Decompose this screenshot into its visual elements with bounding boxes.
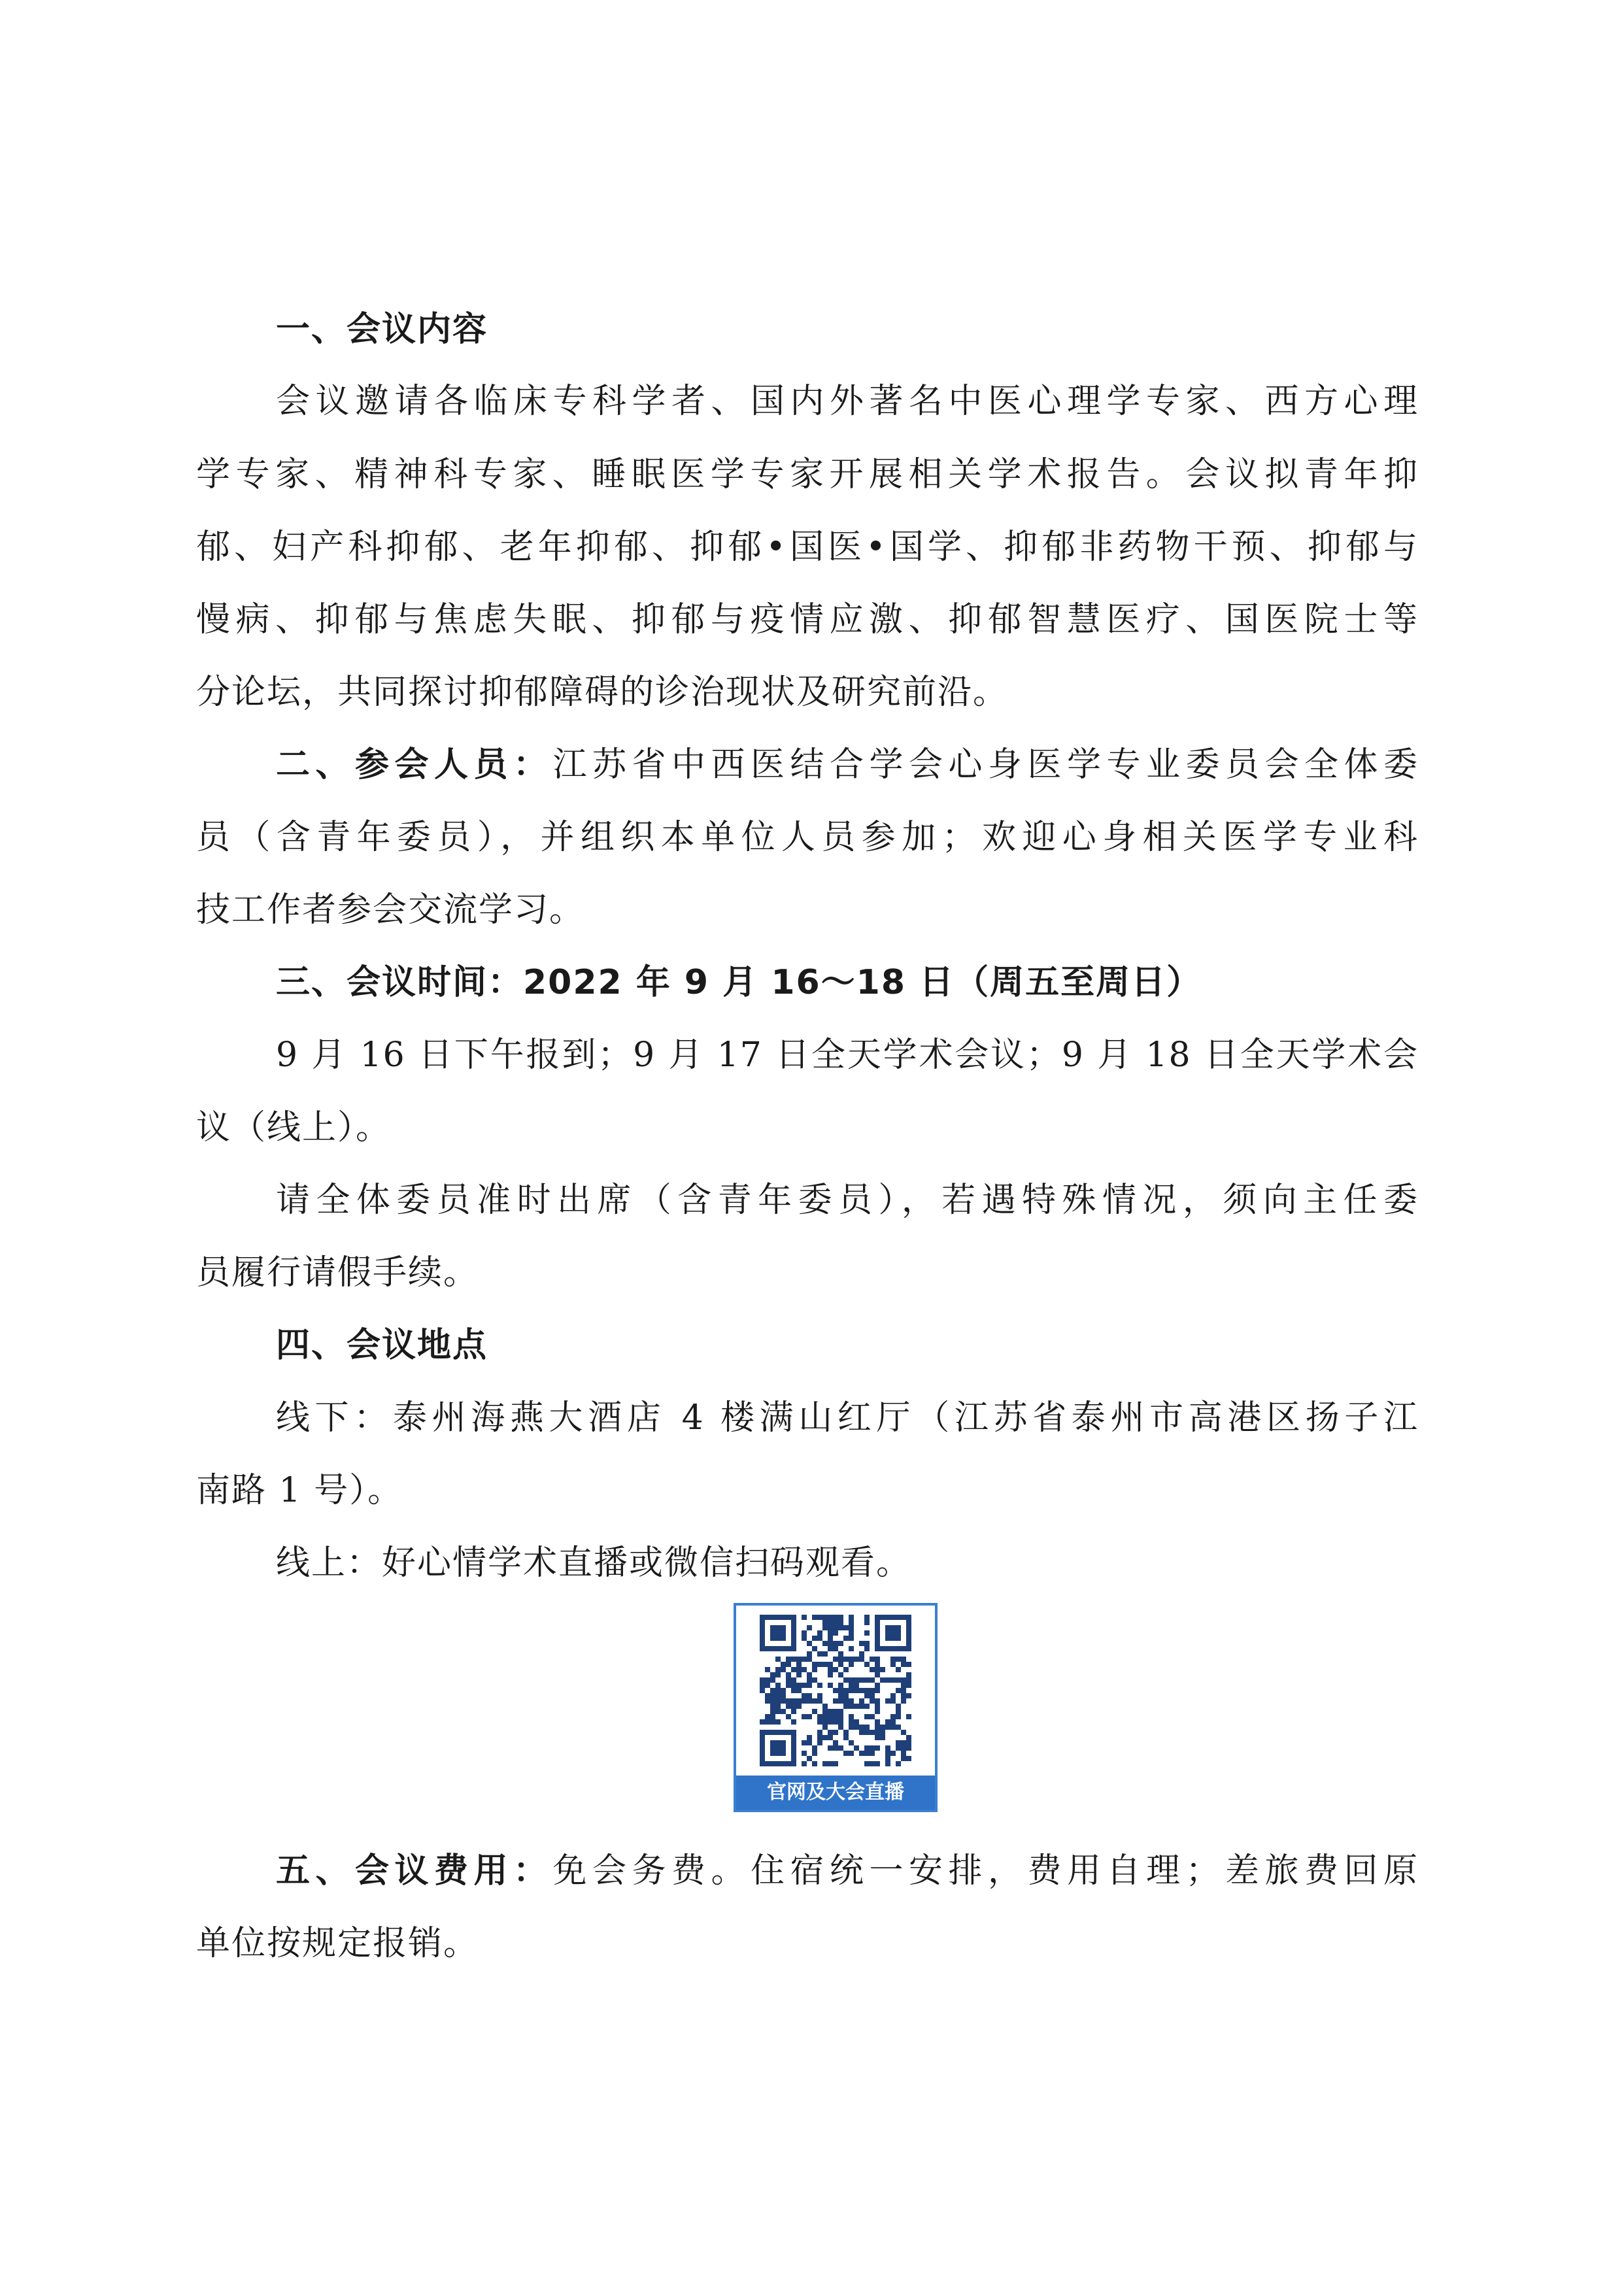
section-heading-venue: 四、会议地点 bbox=[276, 1326, 488, 1365]
section-heading-time: 三、会议时间：2022 年 9 月 16～18 日（周五至周日） bbox=[276, 963, 1202, 1002]
paragraph-line: 线下：泰州海燕大酒店 4 楼满山红厅（江苏省泰州市高港区扬子江 bbox=[276, 1398, 1419, 1438]
attendees-paragraph-first-line bbox=[276, 741, 1419, 788]
section-heading-attendees: 二、参会人员： bbox=[276, 745, 553, 784]
paragraph-line: 9 月 16 日下午报到；9 月 17 日全天学术会议；9 月 18 日全天学术会 bbox=[276, 1035, 1419, 1075]
paragraph-line: 慢病、抑郁与焦虑失眠、抑郁与疫情应激、抑郁智慧医疗、国医院士等 bbox=[196, 600, 1419, 639]
qr-caption: 官网及大会直播 bbox=[736, 1776, 935, 1810]
paragraph-line: 单位按规定报销。 bbox=[196, 1924, 479, 1963]
fees-paragraph-first-line bbox=[276, 1847, 1419, 1894]
section-heading-content: 一、会议内容 bbox=[276, 310, 488, 349]
paragraph-line: 分论坛，共同探讨抑郁障碍的诊治现状及研究前沿。 bbox=[196, 673, 1009, 712]
paragraph-line: 员履行请假手续。 bbox=[196, 1253, 479, 1292]
paragraph-line: 员（含青年委员），并组织本单位人员参加；欢迎心身相关医学专业科 bbox=[196, 818, 1419, 857]
attendees-text: 江苏省中西医结合学会心身医学专业委员会全体委 bbox=[552, 745, 1419, 784]
paragraph-line: 会议邀请各临床专科学者、国内外著名中医心理学专家、西方心理 bbox=[276, 382, 1419, 421]
paragraph-line: 学专家、精神科专家、睡眠医学专家开展相关学术报告。会议拟青年抑 bbox=[196, 455, 1419, 494]
paragraph-line: 郁、妇产科抑郁、老年抑郁、抑郁•国医•国学、抑郁非药物干预、抑郁与 bbox=[196, 528, 1419, 567]
paragraph-line: 议（线上）。 bbox=[196, 1108, 392, 1147]
qr-code bbox=[734, 1603, 938, 1812]
paragraph-line: 请全体委员准时出席（含青年委员），若遇特殊情况，须向主任委 bbox=[276, 1181, 1419, 1220]
paragraph-line: 线上：好心情学术直播或微信扫码观看。 bbox=[276, 1543, 912, 1583]
section-heading-fees: 五、会议费用： bbox=[276, 1851, 553, 1891]
paragraph-line: 南路 1 号）。 bbox=[196, 1471, 403, 1510]
fees-text: 免会务费。住宿统一安排，费用自理；差旅费回原 bbox=[552, 1851, 1419, 1891]
qr-code-image bbox=[744, 1612, 927, 1769]
paragraph-line: 技工作者参会交流学习。 bbox=[196, 890, 585, 930]
